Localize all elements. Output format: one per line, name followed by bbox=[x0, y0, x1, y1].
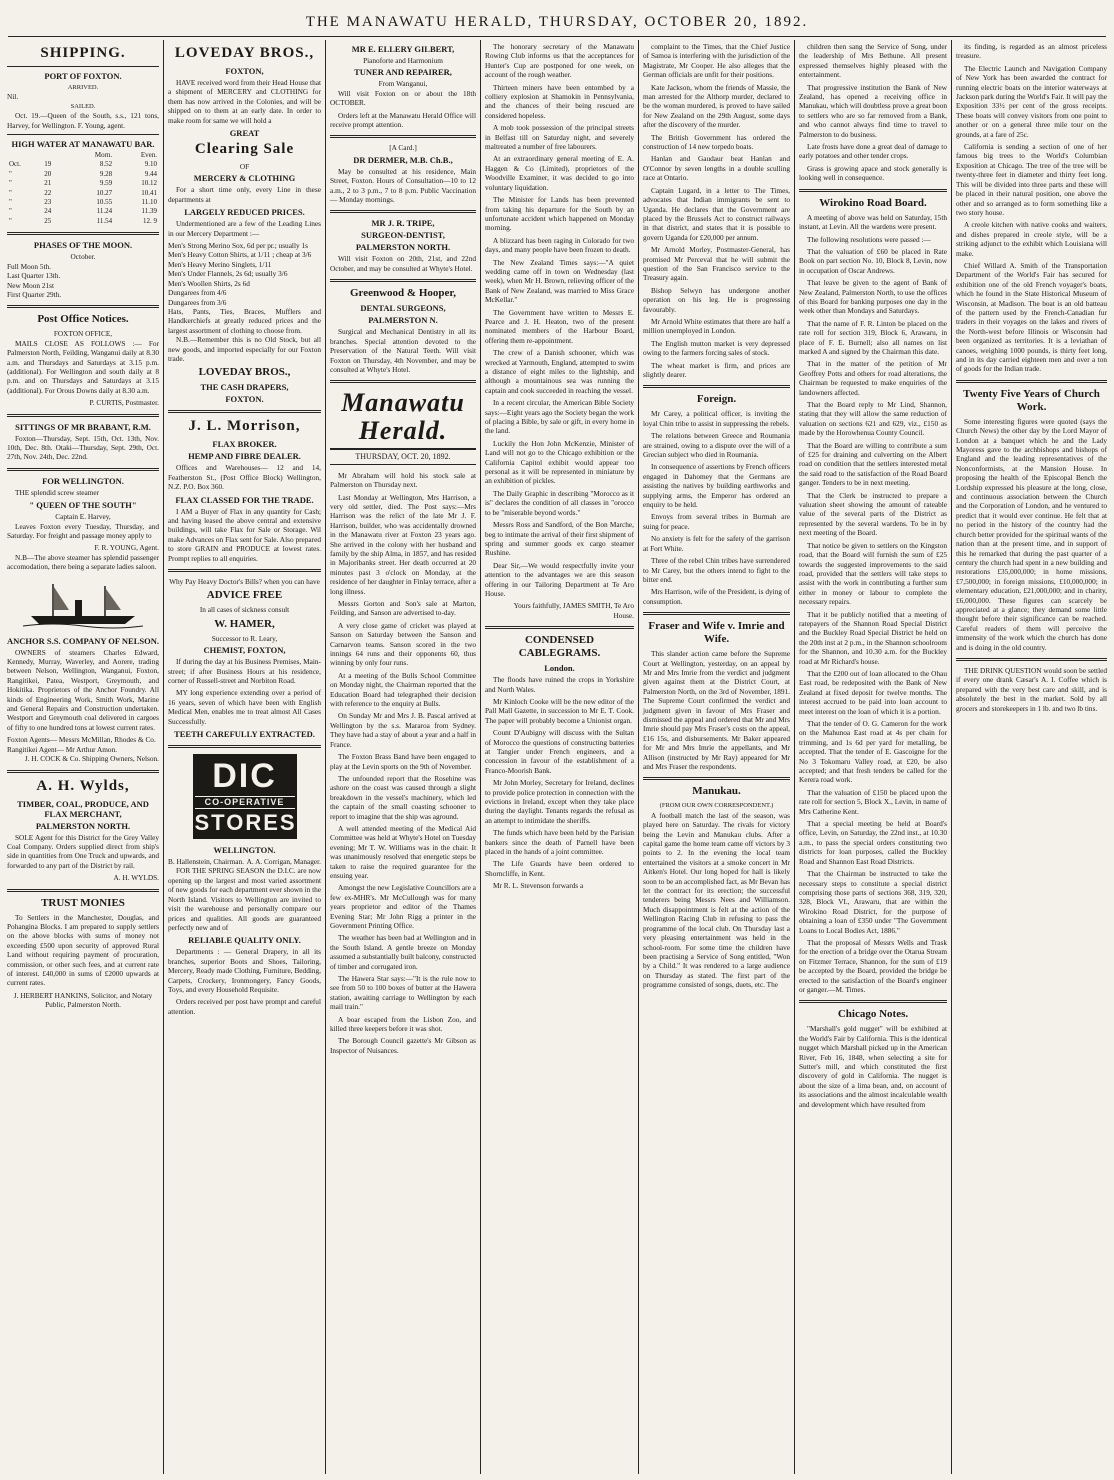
morrison-sub2: HEMP AND FIBRE DEALER. bbox=[188, 451, 301, 462]
moon-line: First Quarter 29th. bbox=[7, 289, 62, 299]
sailed-label: SAILED. bbox=[70, 102, 96, 110]
anchor-heading: ANCHOR S.S. COMPANY OF NELSON. bbox=[7, 635, 159, 646]
port-heading: PORT OF FOXTON. bbox=[44, 71, 122, 81]
condensed-paragraph: Count D'Aubigny will discuss with the Sultan of Morocco the questions of constructing batteries at Tangier under French engineers, and a concession in favour of the establishment of a Franco-Moorish Bank. bbox=[485, 728, 634, 775]
news-column-3 bbox=[330, 471, 476, 1056]
foreign-paragraph: No anxiety is felt for the safety of the garrison at Fort White. bbox=[643, 534, 790, 553]
condensed-sub: London. bbox=[544, 663, 575, 674]
condensed-paragraph: The floods have ruined the crops in Yorkshire and North Wales. bbox=[485, 675, 634, 694]
moon-line: New Moon 21st bbox=[7, 280, 55, 290]
column-6 bbox=[796, 42, 950, 1474]
morrison-address: Offices and Warehouses— 12 and 14, Featherston St., (Post Office Block) Wellington, N.Z. P.O. Box 360. bbox=[168, 463, 321, 492]
dermer-section bbox=[330, 143, 476, 204]
wylds-place: PALMERSTON NORTH. bbox=[35, 820, 131, 831]
loveday-text2: For a short time only, every Line in these departments at bbox=[168, 185, 321, 204]
column-rule bbox=[951, 40, 952, 1474]
news-paragraph: In a recent circular, the American Bible Society says:—Eight years ago the Society began the work of placing a Bible, by sale or gift, in every home in the land. bbox=[485, 398, 634, 436]
dermer-card: [A Card.] bbox=[389, 143, 417, 153]
dic-logo-big: DIC bbox=[212, 757, 277, 796]
condensed-paragraph: The Life Guards have been ordered to Shorncliffe, in Kent. bbox=[485, 859, 634, 878]
news-column-4 bbox=[485, 42, 634, 620]
news-paragraph: Late frosts have done a great deal of damage to early potatoes and other tender crops. bbox=[799, 142, 947, 161]
hamer-name: W. HAMER, bbox=[214, 617, 275, 630]
foreign-paragraph: Envoys from several tribes in Burmah are suing for peace. bbox=[643, 512, 790, 531]
column-7 bbox=[953, 42, 1110, 1474]
tide-row: " 20 9.28 9.44 bbox=[9, 169, 157, 178]
sittings-section bbox=[7, 422, 159, 462]
morrison-flax: FLAX CLASSED FOR THE TRADE. bbox=[175, 494, 314, 505]
post-office-sub: FOXTON OFFICE, bbox=[53, 329, 113, 339]
news-paragraph: A well attended meeting of the Medical Aid Committee was held at Whyte's Hotel on Tuesday evening; Mr T. W. Williams was in the chair. It was unanimously resolved that energetic steps be taken to raise the required guarantee for the ensuing year. bbox=[330, 823, 476, 880]
greenwood-section bbox=[330, 287, 476, 374]
news-paragraph: Yours faithfully, JAMES SMITH, Te Aro House. bbox=[513, 601, 634, 620]
news-paragraph: Captain Lugard, in a letter to The Times, advocates that Indian immigrants be sent to Uganda. He declares that the Government are placed by the Brussels Act to construct railways in that district, and states that it is possible to govern Uganda for £20,000 per annum. bbox=[643, 185, 790, 242]
drink-section bbox=[956, 666, 1107, 713]
moon-heading: PHASES OF THE MOON. bbox=[33, 240, 133, 251]
wylds-sub: TIMBER, COAL, PRODUCE, AND FLAX MERCHANT, bbox=[17, 798, 149, 819]
newspaper-title: THE MANAWATU HERALD, THURSDAY, OCTOBER 20, 1892. bbox=[305, 14, 809, 30]
wellington-agent: F. R. YOUNG, Agent. bbox=[94, 543, 159, 553]
morrison-sub: FLAX BROKER. bbox=[212, 439, 277, 450]
tripe-text: Will visit Foxton on 20th, 21st, and 22nd October, and may be consulted at Whyte's Hotel. bbox=[330, 254, 476, 273]
hamer-successor: Successor to R. Leary, bbox=[211, 633, 278, 643]
news-paragraph: The honorary secretary of the Manawatu Rowing Club informs us that the acceptances for Hunter's Cup are postponed for one week, on account of the rough weather. bbox=[485, 42, 634, 80]
dic-section bbox=[168, 754, 321, 1016]
dermer-text: May be consulted at his residence, Main Street, Foxton. Hours of Consultation—10 to 12 a.m., 2 to 3 p.m., 7 to 8 p.m. Public Vaccination — Monday mornings. bbox=[330, 166, 476, 205]
loveday-section bbox=[168, 45, 321, 404]
wellington-text: THE splendid screw steamer bbox=[15, 487, 100, 497]
sittings-heading: SITTINGS OF MR BRABANT, R.M. bbox=[15, 421, 151, 432]
page-header bbox=[8, 14, 1106, 37]
chicago-section bbox=[799, 1008, 947, 1109]
greenwood-text: Surgical and Mechanical Dentistry in all its branches. Special attention devoted to the Preservation of the Natural Teeth. Will visit Foxton on Thursday, 4th November, and may be consulted at Whyte's Hotel. bbox=[330, 327, 476, 374]
gilbert-heading: MR E. ELLERY GILBERT, bbox=[351, 44, 455, 54]
column-rule bbox=[480, 40, 481, 1474]
hamer-section bbox=[168, 577, 321, 739]
news-column-5 bbox=[643, 42, 790, 379]
drink-text: THE DRINK QUESTION would soon be settled if every one drank Cæsar's A. I. Coffee which is prepared with the very best care and skill, and is absolutely the best in the market. Sold by all grocers and storekeepers in 1 lb. and two lb tins. bbox=[956, 665, 1107, 713]
wellington-nb: N.B—The above steamer has splendid passenger accomodation, there being a separate ladies saloon. bbox=[7, 552, 159, 572]
dic-logo-stores: STORES bbox=[194, 810, 297, 836]
news-paragraph: At a meeting of the Bulls School Committee on Monday night, the Chairman reported that the Education Board had telegraphed their decision with reference to the enquiry at Bulls. bbox=[330, 670, 476, 709]
sittings-text: Foxton—Thursday, Sept. 15th, Oct. 13th, Nov. 10th, Dec. 8th. Otaki—Thursday, Sept. 29th, Oct. 27th, Nov. 24th, Dec. 22nd. bbox=[7, 433, 159, 462]
news-paragraph: A creole kitchen with native cooks and waiters, and dishes prepared in creole style, will be a striking adjunct to the exhibit which Louisiana will make. bbox=[956, 220, 1107, 258]
post-office-text: MAILS CLOSE AS FOLLOWS :— For Palmerston North, Feilding, Wanganui daily at 8.30 a.m. and Thursdays and Saturdays at 3.15 p.m. (additional). For Wellington and south daily at 8 p.m. and on Thursdays and Saturdays at 3.15 (additional). For Orous Downs daily at 8.30 a.m. bbox=[7, 338, 159, 395]
wirokino-section bbox=[799, 197, 947, 995]
hamer-advice: ADVICE FREE bbox=[206, 589, 283, 602]
wirokino-paragraph: That the proposal of Messrs Wells and Trask for the erection of a bridge over the Otarua Stream on Fitzmer Terrace, Shannon, for the sum of £19 be accepted by the Board, provided the bridge be erected to the satisfaction of the Board's engineer or ganger.—M. Times. bbox=[799, 937, 947, 994]
wellington-text2: Leaves Foxton every Tuesday, Thursday, and Saturday. For freight and passage money apply to bbox=[7, 521, 159, 540]
column-rule bbox=[638, 40, 639, 1474]
loveday-place: FOXTON, bbox=[225, 66, 264, 76]
manukau-section bbox=[643, 785, 790, 989]
foreign-paragraph: The relations between Greece and Roumania are strained, owing to a dispute over the will of a Grecian subject who died in Roumania. bbox=[643, 431, 790, 460]
news-paragraph: The weather has been bad at Wellington and in the South Island. A gentle breeze on Monday assumed a substantially built balcony, constructed of timber and corrugated iron. bbox=[330, 933, 476, 971]
condensed-paragraph: Mr John Morley, Secretary for Ireland, declines to provide police protection in connection with the evictions in Ireland, except when they take place during the daylight. Tenants regards the refusal as an attempt to intimidate the sheriffs. bbox=[485, 778, 634, 825]
condensed-paragraph: Mr Kinloch Cooke will be the new editor of the Pall Mall Gazette, in succession to Mr E. T. Cook. The paper will probably become a Unionist organ. bbox=[485, 696, 634, 725]
church-text: Some interesting figures were quoted (says the Church News) the other day by the Lord Mayor of London at a banquet which he and the Lady Mayoress gave to the archbishops and bishops of England and the leading representatives of the Nonconformists, at the Mansion House. In proposing the health of the Episcopal Bench the Lordship expressed his pleasure at the long, close, and continuous association between the Church and the Corporation of London, and he ventured to predict that it would ever continue. He felt that at no period in the history of the country had the church better provided for the spiritual wants of the nation than at the present time, and in support of this he remarked that during the past quarter of a century the church had spent in a new building and restorations £35,000,000; in home missions, £7,500,000; in foreign missions, £10,000,000; in elementary education, £21,000,000; and in charity, £6,000,000. These figures can scarcely be appreciated at a glance; they demand some little thought before their significance can be reached. Careful readers of them will perceive the immensity of the work which the church has done and is doing in the old country. bbox=[956, 416, 1107, 652]
wylds-heading: A. H. Wylds, bbox=[36, 777, 130, 794]
loveday-great: GREAT bbox=[229, 128, 260, 139]
news-paragraph: The Daily Graphic in describing "Morocco as it is" declares the condition of all classes in "orocco to be "miserable beyond words." bbox=[485, 488, 634, 517]
sailed-text: Oct. 19.—Queen of the South, s.s., 121 tons, Harvey, for Wellington. F. Young, agent. bbox=[7, 111, 159, 130]
loveday-sign2: THE CASH DRAPERS, bbox=[200, 382, 289, 393]
loveday-list-item: Dungarees from 4/6 bbox=[168, 288, 227, 298]
news-paragraph: Mr Abraham will hold his stock sale at Palmerston on Thursday next. bbox=[330, 470, 476, 490]
masthead-title: Manawatu Herald. bbox=[341, 388, 465, 446]
loveday-mercery: MERCERY & CLOTHING bbox=[193, 173, 296, 184]
greenwood-heading: Greenwood & Hooper, bbox=[349, 287, 457, 300]
post-office-heading: Post Office Notices. bbox=[37, 313, 129, 326]
loveday-of: OF bbox=[239, 162, 250, 172]
foreign-paragraph: Mrs Harrison, wife of the President, is dying of consumption. bbox=[643, 587, 790, 606]
news-column-6 bbox=[799, 42, 947, 183]
news-paragraph: Hanlan and Gaudaur beat Hanlan and O'Connor by seven lengths in a double sculling race at Ontario. bbox=[643, 154, 790, 183]
loveday-sign: LOVEDAY BROS., bbox=[198, 366, 291, 379]
news-paragraph: Last Monday at Wellington, Mrs Harrison, a very old settler, died. The Post says:—Mrs Harrison was the relict of the late Mr J. F. Harrison, builder, who was accidentally drowned in the Manawatu river at Foxton 23 years ago. She arrived in the colony with her husband and family by the ship Alma, in 1857, and has resided in Majoribanks street. Her death occurred at 20 minutes past 3 o'clock on Monday, at the residence of her daughter in Finlay terrace, after a long illness. bbox=[330, 492, 476, 596]
news-paragraph: The Electric Launch and Navigation Company of New York has been awarded the contract for running electric boats on the interior waterways at Jackson park during the World's Fair. It will pay the Exposition 33½ per cent of the gross receipts. These boats will convey visitors from one point to another or on a general three mile tour on the grounds, at a fare of 25c. bbox=[956, 63, 1107, 139]
morrison-text: I AM a Buyer of Flax in any quantity for Cash; and having leased the above central and extensive buildings, will take Flax for Sale or Storage. Wil make Advances on Flax sent for Sale. Also prepared to store GRAIN and PRODUCE at lowest rates. Prompt replies to all enquiries. bbox=[168, 506, 321, 563]
arrived-value: Nil. bbox=[7, 92, 19, 102]
loveday-sign3: FOXTON. bbox=[225, 394, 264, 405]
news-paragraph: Mr Arnold White estimates that there are half a million unemployed in London. bbox=[643, 316, 790, 336]
shipping-section bbox=[7, 45, 159, 226]
news-paragraph: children then sang the Service of Song, under the leadership of Mrs Bethune. All present expressed themselves highly pleased with the entertainment. bbox=[799, 42, 947, 80]
gilbert-section bbox=[330, 44, 476, 129]
greenwood-place: PALMERSTON N. bbox=[368, 315, 438, 326]
news-paragraph: The Minister for Lands has been prevented from taking his departure for the South by an unfortunate accident which happened on Monday morning. bbox=[485, 195, 634, 233]
tide-table bbox=[7, 151, 159, 226]
loveday-list-intro: Undermentioned are a few of the Leading Lines in our Mercery Department :— bbox=[168, 219, 321, 238]
column-rule bbox=[163, 40, 164, 1474]
tide-row: " 21 9.59 10.12 bbox=[9, 179, 157, 188]
foreign-heading: Foreign. bbox=[696, 393, 737, 406]
news-paragraph: Grass is growing apace and stock generally is looking well in consequence. bbox=[799, 163, 947, 183]
wirokino-paragraph: That the Clerk be instructed to prepare a valuation sheet showing the amount of rateable value of the several parts of the District as represented by the several wardens. To be in by next meeting of the Board. bbox=[799, 490, 947, 538]
condensed-section bbox=[485, 634, 634, 891]
arrived-label: ARRIVED. bbox=[67, 84, 99, 91]
tide-header-row: Morn. Even. bbox=[94, 151, 157, 160]
dic-post: Orders received per post have prompt and careful attention. bbox=[168, 997, 321, 1016]
news-paragraph: A boar escaped from the Lisbon Zoo, and killed three keepers before it was shot. bbox=[330, 1014, 476, 1034]
foxton-agent: Foxton Agents— Messrs McMillan, Rhodes & Co. bbox=[7, 735, 156, 745]
news-paragraph: That progressive institution the Bank of New Zealand, has opened a receiving office in Manukau, which will doubtless prove a great boon to settlers who are so far removed from a Bank, and who cannot always find time to travel to Palmerston to do business. bbox=[799, 82, 947, 139]
wirokino-paragraph: A meeting of above was held on Saturday, 15th instant, at Levin. All the wardens were present. bbox=[799, 212, 947, 232]
dic-logo-sub: CO-OPERATIVE bbox=[195, 796, 295, 809]
trust-heading: TRUST MONIES bbox=[41, 896, 125, 909]
wirokino-paragraph: That the Board reply to Mr Lind, Shannon, stating that they will allow the same reduction of valuation on sections 621 and 629, viz., £150 as made by the Horowhenua County Council. bbox=[799, 400, 947, 438]
trust-section bbox=[7, 897, 159, 1010]
manukau-text: A football match the last of the season, was played here on Saturday. The rivals for victory being the Levin and Manukau clubs. After a capital game the home team came off victors by 3 points to 2. In the evening the local team entertained the visitors at a smoke concert in Mr Aitken's Hotel. Our long hoped for hall is likely soon to be an accomplished fact, as Mr Bevan has let the contract for its erection; the successful tenderers being Messrs Nees and Williamson. Much disappointment is felt at the action of the Wellington Racing Club in refusing to pass the programme of the local club. On Thursday last a very pleasing entertainment was held in the school-room. For some time the children have been practising a Service of Song entitled, "Won by a Child." It was rendered to a large audience on Thursday as stated. The first part of the programme consisted of songs, duets, etc. The bbox=[643, 810, 790, 990]
foreign-paragraph: Mr Carey, a political officer, is inviting the loyal Chin tribe to assist in suppressing the rebels. bbox=[643, 409, 790, 428]
foreign-paragraph: Three of the rebel Chin tribes have surrendered to Mr Carey, but the others intend to fight to the bitter end. bbox=[643, 556, 790, 584]
moon-section bbox=[7, 240, 159, 299]
dic-sign-left: B. Hallenstein, Chairman. bbox=[168, 857, 244, 867]
dic-depts: Departments : — General Drapery, in all its branches, superior Boots and Shoes, Tailoring, Mercery, Ready made Clothing, Furniture, Bedding, Carpets, Crockery, Ironmongery, Fancy Goods, Toys, and every Household Requisite. bbox=[168, 947, 321, 994]
loveday-nb: N.B.—Remember this is no Old Stock, but all new goods, and imported especially for our Foxton trade. bbox=[168, 335, 321, 363]
ship-name: " QUEEN OF THE SOUTH" bbox=[29, 500, 137, 511]
post-office-section bbox=[7, 313, 159, 407]
trust-text: To Settlers in the Manchester, Douglas, and Pohangina Blocks. I am prepared to supply settlers on the above blocks with sums of money not exceeding £500 upon security of approved Rural Land without requiring payment of procuration, commission, or other such fees, and at current rate of interest. £40,000 in sums of £2000 upwards at current rates. bbox=[7, 912, 159, 988]
dic-quality: RELIABLE QUALITY ONLY. bbox=[188, 935, 301, 946]
manukau-sub: (FROM OUR OWN CORRESPONDENT.) bbox=[659, 802, 774, 810]
gilbert-sub2: TUNER AND REPAIRER, bbox=[354, 67, 452, 78]
loveday-sale: Clearing Sale bbox=[194, 141, 295, 158]
news-paragraph: Thirteen miners have been entombed by a colliery explosion at Shamokin in Pennsylvania, and the chances of their being rescued are considered hopeless. bbox=[485, 82, 634, 120]
news-paragraph: A very close game of cricket was played at Sanson on Saturday between the Sanson and Carnarvon teams. Sanson scored in the two innings 64 runs and their opponents 60, thus winning by only four runs. bbox=[330, 620, 476, 668]
wellington-section bbox=[7, 476, 159, 630]
tripe-section bbox=[330, 218, 476, 273]
foreign-paragraph: In consequence of assertions by French officers engaged in Dahomey that the Germans are assisting the natives by building earthworks and supplying arms, the Emperor has ordered an enquiry to be held. bbox=[643, 462, 790, 510]
masthead-date: THURSDAY, OCT. 20, 1892. bbox=[330, 448, 476, 464]
loveday-list-item: Men's Heavy Merino Singlets, 1/11 bbox=[168, 259, 272, 269]
wirokino-paragraph: That the valuation of £150 be placed upon the rate roll for section 5, Block X., Levin, in name of Mrs Catherine Kent. bbox=[799, 787, 947, 816]
news-paragraph: Messrs Gorton and Son's sale at Marton, Feilding, and Sanson are advertised to-day. bbox=[330, 599, 476, 618]
moon-month: October. bbox=[70, 252, 96, 262]
loveday-list-item: Hats, Pants, Ties, Braces, Mufflers and Handkerchiefs at greatly reduced prices and the largest assortment of clothing to choose from. bbox=[168, 306, 321, 335]
morrison-section bbox=[168, 418, 321, 563]
hamer-question: Why Pay Heavy Doctor's Bills? when you can have bbox=[169, 577, 320, 586]
hamer-question2: In all cases of sickness consult bbox=[199, 605, 290, 615]
tide-row: " 25 11.54 12. 9 bbox=[9, 216, 157, 225]
wylds-section bbox=[7, 778, 159, 883]
wirokino-paragraph: That the £200 out of loan allocated to the Ohau East road, be redeposited with the Bank of New Zealand at fixed deposit for twelve months. The interest accrued to be paid into loan account to meet interest on the loan of which it is a portion. bbox=[799, 668, 947, 716]
wylds-text: SOLE Agent for this District for the Grey Valley Coal Company. Orders supplied direct from ship's side in quantities from One Truck and upwards, and forwarded to any part of the District by rail. bbox=[7, 832, 159, 870]
hamer-text2: MY long experience extending over a period of 16 years, seven of which have been with English Medical Men, enables me to treat almost All Cases Successfully. bbox=[168, 688, 321, 726]
tripe-sub: SURGEON-DENTIST, bbox=[361, 230, 445, 241]
moon-line: Full Moon 5th. bbox=[7, 261, 51, 271]
news-paragraph: Chief Willard A. Smith of the Transportation Department of the World's Fair has secured for exhibition one of the old French voyager's boats, which he found in the State Historical Museum of Wisconsin, at Madison. The boat is an old batteau of the pattern used by the French-Canadian fur traders in their voyages on the lakes and rivers of the North-west before Illinois or Wisconsin had been organized as territories. It is a leviathan of canoes, weighing 1000 pounds, is thirty feet long, and in its day carried eighteen men and over a ton of goods for the Indian trade. bbox=[956, 260, 1107, 374]
tide-row: " 22 10.27 10.41 bbox=[9, 188, 157, 197]
wirokino-paragraph: That the valuation of £60 be placed in Rate Book on part section No. 10, Block 8, Levin, now in occupation of Oscar Andrews. bbox=[799, 246, 947, 275]
wirokino-paragraph: That it be publicly notified that a meeting of ratepayers of the Shannon Road Special District and the Buckley Road Special District be held on the 20th inst at 2 p.m., in the Shannon schoolroom for the Shannon, and 10.30 a.m. for the Buckley road at Mr Richard's house. bbox=[799, 609, 947, 666]
morrison-heading: J. L. Morrison, bbox=[188, 418, 301, 435]
news-paragraph: At an extraordinary general meeting of E. A. Haggen & Co (Limited), proprietors of the Woodville Examiner, it was decided to go into voluntary liquidation. bbox=[485, 154, 634, 192]
fraser-heading: Fraser and Wife v. Imrie and Wife. bbox=[648, 620, 785, 646]
tide-row: Oct. 19 8.52 9.10 bbox=[9, 160, 157, 169]
column-1 bbox=[4, 42, 162, 1474]
news-paragraph: On Sunday Mr and Mrs J. B. Pascal arrived at Wellington by the s.s. Mararoa from Sydney. They have had a stay of about a year and a half in France. bbox=[330, 711, 476, 749]
column-rule bbox=[325, 40, 326, 1474]
anchor-text: OWNERS of steamers Charles Edward, Kennedy, Murray, Waverley, and Aorere, trading between Nelson, Wellington, Wanganui, Foxton, Rangitikei, Patea, Westport, Greymouth, and Hokitika. Proprietors of the Anchor Foundry. All kinds of Engineering Work, Smith Work, Marine and General Repairs and Construction undertaken. Westport and Greymouth coal delivered in cargoes of fifty to one hundred tons at lowest current rates. bbox=[7, 647, 159, 732]
dermer-heading: DR DERMER, M.B. Ch.B., bbox=[353, 154, 453, 165]
column-2 bbox=[165, 42, 324, 1474]
loveday-prices: LARGELY REDUCED PRICES. bbox=[184, 207, 305, 218]
greenwood-sub: DENTAL SURGEONS, bbox=[360, 303, 446, 314]
news-paragraph: Luckily the Hon John McKenzie, Minister of Land will not go to the Chicago exhibition or the California Capitol exhibit would appear too personal as it will be represented in miniature by an exhibition of pickles. bbox=[485, 438, 634, 486]
news-paragraph: Dear Sir,—We would respectfully invite your attention to the advantages we are this season offering in our Tailoring Department at Te Aro House. bbox=[485, 560, 634, 598]
condensed-paragraph: Mr R. L. Stevenson forwards a bbox=[493, 881, 584, 891]
wirokino-paragraph: That the Board are willing to contribute a sum of £25 for draining and culverting on the Albert road on condition that the settlers interested metal the said road to the satisfaction of the Road Board ganger. Tenders to be in next meeting. bbox=[799, 440, 947, 488]
dic-sign-right: A. A. Corrigan, Manager. bbox=[246, 857, 321, 867]
steamer-illustration-icon bbox=[23, 578, 143, 630]
news-paragraph: complaint to the Times, that the Chief Justice of Samoa is interfering with the jurisdiction of the Magistrate, Mr Cooper. He also alleges that the German officials are unfit for their positions. bbox=[643, 42, 790, 80]
column-3 bbox=[327, 42, 479, 1474]
dic-place: WELLINGTON. bbox=[213, 845, 276, 856]
fraser-text: This slander action came before the Supreme Court at Wellington, yesterday, on an appeal by Mr and Mrs Imrie from the verdict and judgment given against them at the District Court, at Palmerston North, on the 3rd of November, 1891. The Supreme Court confirmed the verdict and judgment given in favour of Mrs Fraser and dismissed the appeal and ordered that Mr and Mrs Imrie should pay Mrs Fraser's costs on the appeal, £16 15s, and disbursements. Mr Baker appeared for Mr and Mrs Imrie the appellants, and Mr Allison (instructed by Mr Ray) appeared for Mr and Mrs Fraser the respondents. bbox=[643, 649, 790, 771]
news-paragraph: Messrs Ross and Sandford, of the Bon Marche, beg to intimate the arrival of their first shipment of spring and summer goods ex cargo steamer Rushine. bbox=[485, 520, 634, 558]
wirokino-paragraph: That the tender of O. G. Cameron for the work on the Mahunoa East road at 4s per chain for trimming, and 1s 6d per yard for metalling, be accepted. That the tender of E. Gascoigne for the No 3 Tokomaru Valley road, at £20, be also accepted; and that fresh tenders be called for the Kerera road work. bbox=[799, 719, 947, 785]
trust-sign: J. HERBERT HANKINS, Solicitor, and Notary Public, Palmerston North. bbox=[13, 990, 153, 1010]
news-paragraph: A mob took possession of the principal streets in Belfast till on Saturday night, and severely maltreated a number of free labourers. bbox=[485, 123, 634, 152]
dic-logo bbox=[193, 754, 297, 839]
gilbert-text: Will visit Foxton on or about the 18th OCTOBER. bbox=[330, 88, 476, 108]
news-paragraph: A blizzard has been raging in Colorado for two days, and many people have been frozen to death. bbox=[485, 235, 634, 255]
column-4 bbox=[482, 42, 637, 1474]
chicago-paragraph: "Marshall's gold nugget" will be exhibited at the World's Fair by California. This is the identical nugget which Marshall picked up in the American River, Feb 16, 1848, when selecting a site for Sutter's mill, and which constituted the first discovery of gold in California. The nugget is about the size of a lima bean, and, on account of its associations and the almost incalculable wealth and development which have resulted from bbox=[799, 1024, 947, 1109]
hamer-chemist: CHEMIST, FOXTON, bbox=[203, 645, 286, 656]
news-paragraph: The British Government has ordered the construction of 14 new torpedo boats. bbox=[643, 132, 790, 152]
news-paragraph: The Hawera Star says:—"It is the rule now to see from 50 to 100 boxes of butter at the Hawera station, awaiting carriage to Wellington by each mail train." bbox=[330, 974, 476, 1012]
news-paragraph: its finding, is regarded as an almost priceless treasure. bbox=[956, 42, 1107, 61]
tripe-place: PALMERSTON NORTH. bbox=[355, 242, 451, 253]
wirokino-paragraph: That the Chairman be instructed to take the necessary steps to constitute a special district comprising those parts of sections 368, 319, 320, 328, Block VI., Arawaru, that are within the Wirokino Road District, for the purpose of obtaining a loan of £350 under "The Government Loans to Local Bodies Act, 1886." bbox=[799, 869, 947, 935]
wirokino-paragraph: That notice be given to settlers on the Kingston road, that the Board will furnish the sum of £25 towards the suggested improvements to the said road, provided that the settlers will take steps to assist with the work in contributing a further sum either in money or labour to complete the necessary repairs. bbox=[799, 540, 947, 607]
wirokino-heading: Wirokino Road Board. bbox=[819, 196, 927, 209]
loveday-list-item: Men's Heavy Cotton Shirts, at 1/11 ; cheap at 3/6 bbox=[168, 250, 312, 260]
wirokino-paragraph: The following resolutions were passed :— bbox=[807, 234, 931, 244]
fraser-section bbox=[643, 620, 790, 771]
news-paragraph: Amongst the new Legislative Councillors are a few ex-MHR's. Mr McCullough was for many years proprietor and editor of the Thames Evening Star; Mr John Rigg a printer in the Government Printing Office. bbox=[330, 883, 476, 930]
dic-text: FOR THE SPRING SEASON the D.I.C. are now opening up the largest and most varied assortment of new goods for each department ever shown in the North Island. Visitors to Wellington are invited to visit the warehouse and personally compare our prices and qualities. All goods are guaranteed perfectly new and of bbox=[168, 866, 321, 932]
news-paragraph: The Foxton Brass Band have been engaged to play at the Levin sports on the 9th of November. bbox=[330, 752, 476, 771]
church-section bbox=[956, 388, 1107, 652]
column-rule bbox=[794, 40, 795, 1474]
condensed-heading: CONDENSED CABLEGRAMS. bbox=[518, 634, 601, 660]
news-paragraph: California is sending a section of one of her famous big trees to the World's Columbian Exposition at Chicago. The tree of the tree will be twenty-three feet in diameter and thirty feet long. This will be divided into three parts and these will be placed in their natural position, one above the other and so arranged as to form something like a two story house. bbox=[956, 142, 1107, 217]
wellington-heading: FOR WELLINGTON. bbox=[42, 475, 124, 486]
anchor-section bbox=[7, 636, 159, 764]
column-5 bbox=[640, 42, 793, 1474]
dic-signatures bbox=[168, 857, 321, 866]
anchor-sign: J. H. COCK & Co. Shipping Owners, Nelson. bbox=[24, 754, 159, 764]
news-paragraph: Mr Arnold Morley, Postmaster-General, has promised Mr Perceval that he will submit the question of the San Francisco service to the Treasury again. bbox=[643, 245, 790, 283]
wylds-sign: A. H. WYLDS. bbox=[113, 873, 159, 883]
news-paragraph: Kate Jackson, whom the friends of Massie, the man arrested for the Althorp murder, declared to be the woman murdered, is proved to have sailed for New Zealand on the 29th August, some days after the discovery of the murder. bbox=[643, 82, 790, 130]
loveday-text: HAVE received word from their Head House that a shipment of MERCERY and CLOTHING for them has now arrived in the Colonies, and will be shipped on to them at an early date. In order to make room for same we will hold a bbox=[168, 78, 321, 125]
gilbert-from: From Wanganui, bbox=[378, 79, 428, 89]
foreign-section bbox=[643, 393, 790, 606]
hamer-teeth: TEETH CAREFULLY EXTRACTED. bbox=[174, 729, 315, 740]
captain: Captain E. Harvey, bbox=[55, 512, 111, 522]
wirokino-paragraph: That leave be given to the agent of Bank of New Zealand, Palmerston North, to use the offices of this Board for banking purposes one day in the week other than Mondays and Saturdays. bbox=[799, 278, 947, 316]
gilbert-text2: Orders left at the Manawatu Herald Office will receive prompt attention. bbox=[330, 110, 476, 130]
news-paragraph: Bishop Selwyn has undergone another operation on his leg. He is progressing favourably. bbox=[643, 285, 790, 314]
news-paragraph: The Borough Council gazette's Mr Gibson as Inspector of Nuisances. bbox=[330, 1036, 476, 1055]
loveday-heading: LOVEDAY BROS., bbox=[174, 45, 315, 61]
tide-row: " 24 11.24 11.39 bbox=[9, 207, 157, 216]
wirokino-paragraph: That the name of F. R. Linton be placed on the rate roll for section 319, Block 6, Arawaru, in place of F. E. Burnell; also all names on list marked A and signed by the Chairman this date. bbox=[799, 318, 947, 356]
church-heading: Twenty Five Years of Church Work. bbox=[963, 387, 1100, 413]
wirokino-paragraph: That in the matter of the petition of Mr Geoffrey Potts and others for road alterations, the Chairman be requested to make enquiries of the landowners affected. bbox=[799, 359, 947, 397]
gilbert-sub: Pianoforte and Harmonium bbox=[363, 56, 443, 65]
rangitikei-agent: Rangitikei Agent— Mr Arthur Amon. bbox=[7, 744, 118, 754]
loveday-list-item: Men's Under Flannels, 2s 6d; usually 3/6 bbox=[168, 269, 288, 279]
tripe-heading: MR J. R. TRIPE, bbox=[371, 218, 435, 229]
condensed-paragraph: The funds which have been held by the Parisian bankers since the death of Parnell have been placed in the hands of a joint committee. bbox=[485, 828, 634, 857]
post-office-sign: P. CURTIS, Postmaster. bbox=[89, 398, 159, 408]
tide-row: " 23 10.55 11.10 bbox=[9, 198, 157, 207]
news-paragraph: The crew of a Danish schooner, which was wrecked at Yarmouth, England, attempted to swim a distance of eight miles to the lightship, and although a mountainous sea was running the captain and cook succeeded in reaching the vessel. bbox=[485, 348, 634, 395]
loveday-list-item: Dungarees from 3/6 bbox=[168, 297, 227, 307]
news-paragraph: The New Zealand Times says:—"A quiet wedding came off in town on Wednesday (last week), when Mr H. Brown, relieving officer of the Bank of New Zealand, was married to Miss Grace McKellar." bbox=[485, 257, 634, 305]
manukau-heading: Manukau. bbox=[692, 785, 741, 798]
loveday-list-item: Men's Woollen Shirts, 2s 6d bbox=[168, 278, 250, 288]
loveday-list-item: Men's Strong Merino Sox, 6d per pr.; usually 1s bbox=[168, 241, 308, 251]
news-paragraph: The English mutton market is very depressed owing to the farmers forcing sales of stock. bbox=[643, 338, 790, 358]
chicago-heading: Chicago Notes. bbox=[837, 1008, 909, 1021]
shipping-heading: SHIPPING. bbox=[40, 45, 126, 61]
news-paragraph: The wheat market is firm, and prices are slightly dearer. bbox=[643, 360, 790, 379]
news-column-7 bbox=[956, 42, 1107, 374]
hamer-text: If during the day at his Business Premises, Main-street; if after Business Hours at his residence, corner of Russell-street and Norbiton Road. bbox=[168, 657, 321, 686]
news-paragraph: The Government have written to Messrs E. Pearce and J. H. Heaton, two of the present nominated members of the Harbour Board, offering them re-appointment. bbox=[485, 307, 634, 345]
high-water-heading: HIGH WATER AT MANAWATU BAR. bbox=[11, 139, 155, 150]
moon-line: Last Quarter 13th. bbox=[7, 271, 61, 281]
news-paragraph: The unfounded report that the Rosehine was ashore on the coast was caused through a slight breakdown in the vessel's machinery, which led the captain of the small coasting schooner to report to imagine that the ship was aground. bbox=[330, 773, 476, 821]
wirokino-paragraph: That a special meeting be held at Board's office, Levin, on Saturday, the 22nd inst., at 10.30 a.m., to pass the special orders constituting two districts for loan purposes, called the Buckley Road and Shannon East Road Districts. bbox=[799, 819, 947, 866]
